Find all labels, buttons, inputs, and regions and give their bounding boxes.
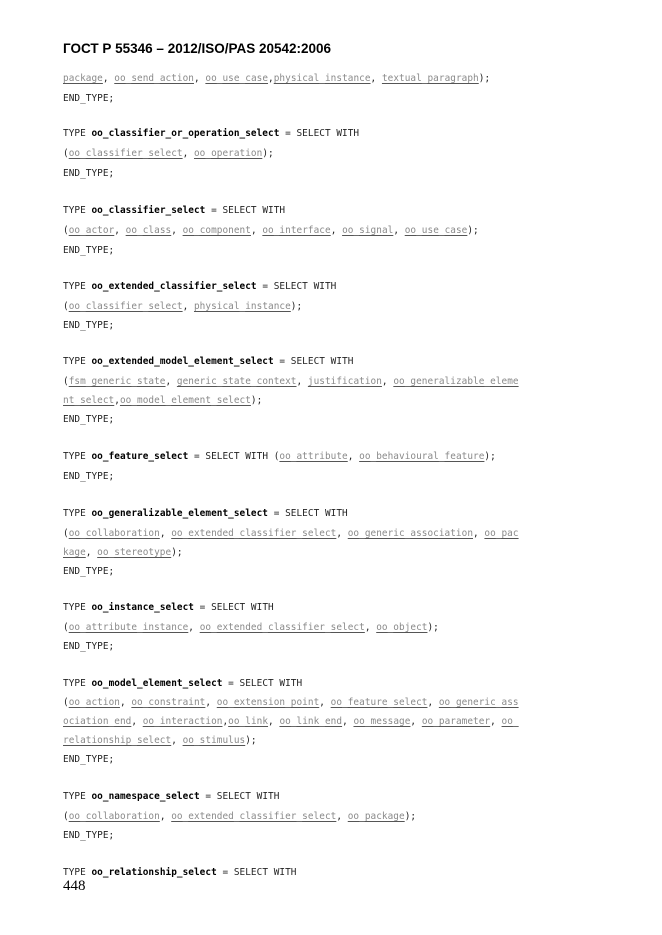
- code-line: [63, 147, 274, 160]
- type-reference-link[interactable]: oo_attribute_instance: [68, 622, 189, 633]
- code-text: ,: [171, 735, 183, 746]
- code-text: ,: [194, 73, 206, 84]
- code-line: [63, 204, 285, 217]
- code-text: ,: [171, 225, 183, 236]
- code-line: [63, 507, 348, 520]
- type-reference-link[interactable]: relationship_select: [63, 735, 172, 746]
- type-reference-link[interactable]: oo_behavioural_feature: [359, 451, 485, 462]
- code-text: END_TYPE;: [63, 414, 115, 425]
- code-line: [63, 244, 114, 257]
- code-line: [63, 640, 114, 653]
- type-reference-link[interactable]: oo_component: [182, 225, 251, 236]
- type-reference-link[interactable]: oo_model_element_select: [119, 395, 251, 406]
- type-reference-link[interactable]: oo_use_case: [205, 73, 269, 84]
- code-text: ,: [410, 716, 422, 727]
- code-line: [63, 167, 114, 180]
- code-line: [63, 300, 302, 313]
- type-name: oo_generalizable_element_select: [91, 508, 269, 519]
- code-line: [63, 394, 262, 407]
- code-text: );: [245, 735, 257, 746]
- code-text: ,: [102, 73, 115, 84]
- code-line: [63, 565, 114, 578]
- type-reference-link[interactable]: oo_parameter: [421, 716, 491, 727]
- keyword-text: = SELECT WITH (: [188, 451, 280, 462]
- type-reference-link[interactable]: oo_pac: [484, 528, 519, 539]
- code-text: );: [404, 811, 417, 822]
- code-text: ,: [336, 528, 348, 539]
- type-reference-link[interactable]: oo_feature_select: [330, 697, 428, 708]
- code-text: ,: [490, 716, 502, 727]
- code-text: (: [63, 528, 69, 539]
- type-reference-link[interactable]: oo_attribute: [279, 451, 348, 462]
- type-name: oo_feature_select: [91, 451, 189, 462]
- code-text: (: [63, 811, 69, 822]
- code-text: );: [262, 148, 274, 159]
- code-text: END_TYPE;: [63, 245, 115, 256]
- type-reference-link[interactable]: oo_generic_association: [347, 528, 474, 539]
- keyword-text: = SELECT WITH: [193, 602, 274, 613]
- code-text: END_TYPE;: [63, 641, 115, 652]
- code-line: [63, 790, 279, 803]
- type-reference-link[interactable]: oo_classifier_select: [68, 301, 183, 312]
- code-line: [63, 224, 479, 237]
- keyword-text: = SELECT WITH: [222, 678, 303, 689]
- code-text: ,: [182, 148, 194, 159]
- code-line: [63, 413, 114, 426]
- code-line: [63, 829, 114, 842]
- code-text: ,: [114, 225, 126, 236]
- code-text: (: [63, 697, 69, 708]
- document-header: ГОСТ Р 55346 – 2012/ISO/PAS 20542:2006: [63, 41, 332, 56]
- code-text: ,: [393, 225, 405, 236]
- type-reference-link[interactable]: oo_object: [376, 622, 428, 633]
- code-text: ,: [205, 697, 217, 708]
- code-text: ,: [119, 697, 132, 708]
- type-reference-link[interactable]: oo_stereotype: [97, 547, 172, 558]
- type-reference-link[interactable]: oo_class: [125, 225, 172, 236]
- page-number: 448: [63, 878, 86, 894]
- code-text: ,: [330, 225, 343, 236]
- code-line: [63, 72, 490, 85]
- keyword-text: TYPE: [63, 678, 92, 689]
- keyword-text: TYPE: [63, 281, 92, 292]
- code-text: (: [63, 301, 69, 312]
- code-line: [63, 527, 519, 540]
- code-text: (: [63, 376, 69, 387]
- type-reference-link[interactable]: oo_stimulus: [182, 735, 246, 746]
- code-line: [63, 715, 519, 728]
- type-reference-link[interactable]: oo_interface: [262, 225, 331, 236]
- keyword-text: = SELECT WITH: [205, 205, 286, 216]
- keyword-text: TYPE: [63, 451, 92, 462]
- type-reference-link[interactable]: oo_action: [68, 697, 120, 708]
- type-name: oo_extended_model_element_select: [91, 356, 274, 367]
- type-reference-link[interactable]: oo_generic_ass: [438, 697, 519, 708]
- type-reference-link[interactable]: oo_collaboration: [68, 528, 160, 539]
- code-line: [63, 601, 274, 614]
- type-reference-link[interactable]: oo_extension_point: [216, 697, 320, 708]
- type-name: oo_classifier_select: [91, 205, 206, 216]
- code-text: (: [63, 148, 69, 159]
- code-line: [63, 470, 114, 483]
- code-text: ,: [347, 451, 360, 462]
- code-text: END_TYPE;: [63, 566, 115, 577]
- type-name: oo_classifier_or_operation_select: [91, 128, 280, 139]
- type-reference-link[interactable]: oo_generalizable_eleme: [393, 376, 519, 387]
- keyword-text: TYPE: [63, 867, 92, 878]
- type-reference-link[interactable]: oo_interaction: [142, 716, 223, 727]
- code-text: END_TYPE;: [63, 830, 115, 841]
- type-reference-link[interactable]: oo_actor: [68, 225, 115, 236]
- code-text: ,: [250, 225, 263, 236]
- type-reference-link[interactable]: physical_instance: [273, 73, 371, 84]
- keyword-text: TYPE: [63, 508, 92, 519]
- type-reference-link[interactable]: oo_extended_classifier_select: [171, 528, 337, 539]
- code-line: [63, 677, 302, 690]
- type-reference-link[interactable]: oo_extended_classifier_select: [171, 811, 337, 822]
- code-line: [63, 355, 353, 368]
- type-reference-link[interactable]: ociation_end: [63, 716, 132, 727]
- code-text: );: [467, 225, 479, 236]
- type-reference-link[interactable]: oo_signal: [342, 225, 394, 236]
- keyword-text: = SELECT WITH: [256, 281, 337, 292]
- code-text: (: [63, 225, 69, 236]
- code-line: [63, 375, 519, 388]
- type-reference-link[interactable]: nt_select: [63, 395, 115, 406]
- code-text: ,: [296, 376, 308, 387]
- type-reference-link[interactable]: package: [63, 73, 103, 84]
- code-text: );: [290, 301, 303, 312]
- code-text: ,: [268, 716, 280, 727]
- code-line: [63, 810, 416, 823]
- code-text: ,: [188, 622, 200, 633]
- keyword-text: TYPE: [63, 205, 92, 216]
- code-text: ,: [364, 622, 377, 633]
- keyword-text: TYPE: [63, 128, 92, 139]
- type-reference-link[interactable]: generic_state_context: [176, 376, 297, 387]
- code-text: ,: [319, 697, 331, 708]
- keyword-text: = SELECT WITH: [273, 356, 354, 367]
- type-reference-link[interactable]: physical_instance: [193, 301, 291, 312]
- code-text: );: [427, 622, 439, 633]
- type-reference-link[interactable]: fsm_generic_state: [68, 376, 166, 387]
- code-line: [63, 127, 359, 140]
- type-reference-link[interactable]: oo_link_end: [279, 716, 343, 727]
- type-reference-link[interactable]: oo_constraint: [131, 697, 206, 708]
- code-text: ,: [427, 697, 439, 708]
- code-text: ,: [159, 528, 172, 539]
- keyword-text: = SELECT WITH: [279, 128, 360, 139]
- code-text: ,: [381, 376, 394, 387]
- code-text: ,: [159, 811, 172, 822]
- code-line: [63, 546, 183, 559]
- code-text: END_TYPE;: [63, 471, 115, 482]
- type-reference-link[interactable]: oo_message: [353, 716, 411, 727]
- type-reference-link[interactable]: textual_paragraph: [381, 73, 479, 84]
- type-reference-link[interactable]: oo_classifier_select: [68, 148, 183, 159]
- code-text: ,: [342, 716, 354, 727]
- type-reference-link[interactable]: oo_use_case: [404, 225, 468, 236]
- code-text: );: [478, 73, 491, 84]
- keyword-text: = SELECT WITH: [199, 791, 280, 802]
- keyword-text: TYPE: [63, 602, 92, 613]
- code-text: ,: [222, 716, 229, 727]
- type-reference-link[interactable]: kage: [63, 547, 86, 558]
- code-text: ,: [114, 395, 120, 406]
- code-text: END_TYPE;: [63, 93, 115, 104]
- type-name: oo_instance_select: [91, 602, 194, 613]
- keyword-text: = SELECT WITH: [268, 508, 348, 519]
- code-text: ,: [85, 547, 98, 558]
- keyword-text: = SELECT WITH: [216, 867, 297, 878]
- type-name: oo_namespace_select: [91, 791, 200, 802]
- type-reference-link[interactable]: oo_operation: [193, 148, 263, 159]
- code-text: ,: [131, 716, 143, 727]
- code-line: [63, 319, 114, 332]
- type-reference-link[interactable]: oo_package: [347, 811, 405, 822]
- code-text: (: [63, 622, 69, 633]
- code-text: END_TYPE;: [63, 754, 115, 765]
- type-reference-link[interactable]: oo_collaboration: [68, 811, 160, 822]
- code-text: );: [250, 395, 263, 406]
- code-text: ,: [268, 73, 274, 84]
- type-name: oo_model_element_select: [91, 678, 223, 689]
- code-line: [63, 92, 114, 105]
- type-reference-link[interactable]: oo_send_action: [114, 73, 194, 84]
- code-line: [63, 696, 519, 709]
- code-text: ,: [473, 528, 485, 539]
- code-line: [63, 753, 114, 766]
- code-text: ,: [165, 376, 177, 387]
- code-line: [63, 734, 257, 747]
- type-reference-link[interactable]: oo_link: [228, 716, 269, 727]
- keyword-text: TYPE: [63, 791, 92, 802]
- code-line: [63, 450, 496, 463]
- code-line: [63, 280, 336, 293]
- type-reference-link[interactable]: justification: [307, 376, 382, 387]
- code-text: END_TYPE;: [63, 168, 115, 179]
- type-reference-link[interactable]: oo_extended_classifier_select: [199, 622, 365, 633]
- code-text: );: [171, 547, 183, 558]
- type-name: oo_extended_classifier_select: [91, 281, 257, 292]
- code-text: ,: [182, 301, 194, 312]
- code-text: ,: [370, 73, 382, 84]
- type-name: oo_relationship_select: [91, 867, 217, 878]
- code-text: ,: [336, 811, 348, 822]
- type-reference-link[interactable]: oo_: [501, 716, 519, 727]
- code-text: END_TYPE;: [63, 320, 115, 331]
- keyword-text: TYPE: [63, 356, 92, 367]
- code-text: );: [484, 451, 496, 462]
- code-line: [63, 621, 439, 634]
- code-line: [63, 866, 297, 879]
